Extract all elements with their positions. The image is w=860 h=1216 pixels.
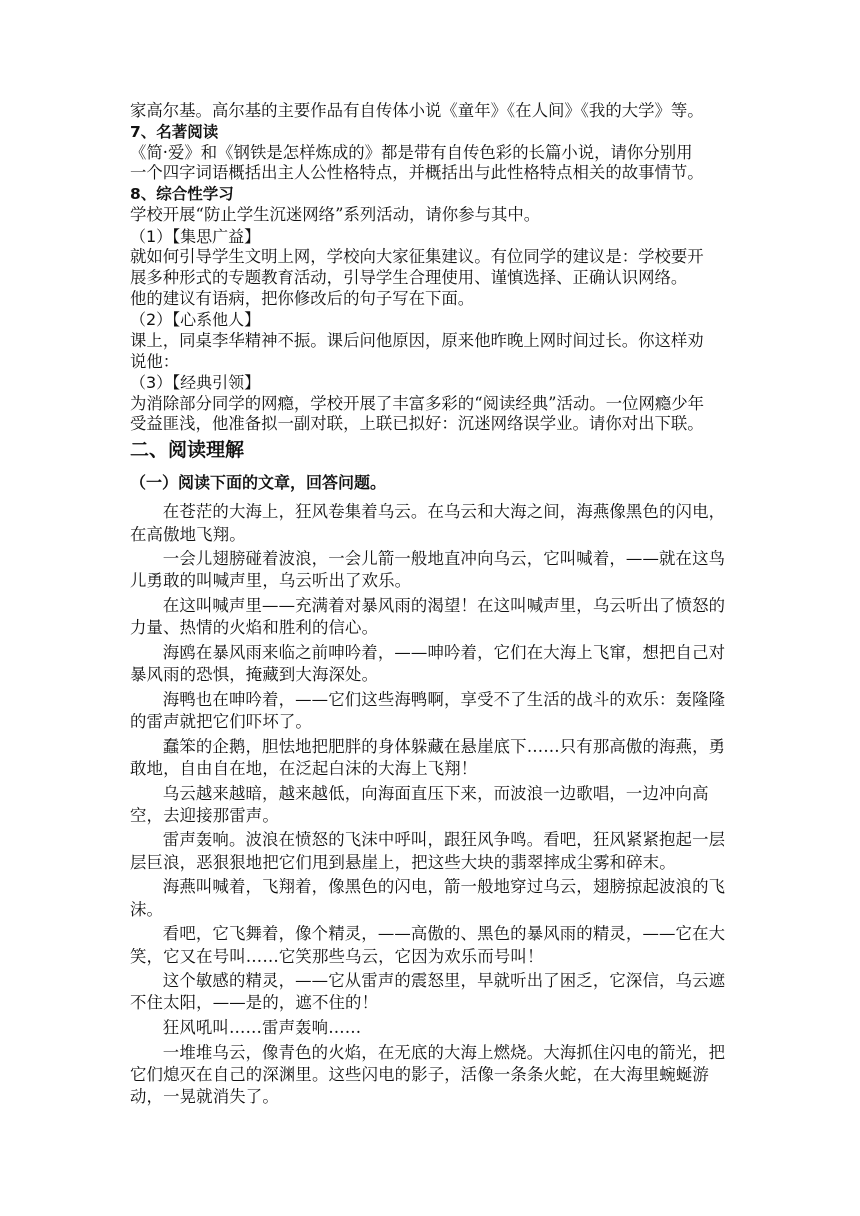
q8-sub2-title: （2）【心系他人】 [130,310,261,330]
article-paragraph: 看吧，它飞舞着，像个精灵，——高傲的、黑色的暴风雨的精灵，——它在大笑，它又在号叫……它笑那些乌云，它因为欢乐而号叫！ [130,924,726,966]
q8-heading: 8、综合性学习 [130,185,234,204]
section-title: 二、阅读理解 [130,439,245,462]
article-paragraph: 这个敏感的精灵，——它从雷声的震怒里，早就听出了困乏，它深信，乌云遮不住太阳，——是的，遮不住的！ [130,971,726,1013]
q8-sub1-line: 展多种形式的专题教育活动，引导学生合理使用、谨慎选择、正确认识网络。 [130,267,688,287]
article-paragraph: 蠢笨的企鹅，胆怯地把肥胖的身体躲藏在悬崖底下……只有那高傲的海燕，勇敢地，自由自在地，在泛起白沫的大海上飞翔！ [130,736,726,778]
q7-heading: 7、名著阅读 [130,122,219,141]
q8-sub1-line: 他的建议有语病，把你修改后的句子写在下面。 [130,288,475,308]
q8-sub3-line: 受益匪浅，他准备拟一副对联，上联已拟好：沉迷网络误学业。请你对出下联。 [130,414,704,434]
q8-sub1-title: （1）【集思广益】 [130,226,261,246]
q7-line: 《简·爱》和《钢铁是怎样炼成的》都是带有自传色彩的长篇小说，请你分别用 [130,142,693,162]
article-paragraph: 海燕叫喊着，飞翔着，像黑色的闪电，箭一般地穿过乌云，翅膀掠起波浪的飞沫。 [130,877,726,919]
article-paragraph: 海鸭也在呻吟着，——它们这些海鸭啊，享受不了生活的战斗的欢乐：轰隆隆的雷声就把它们吓坏了。 [130,689,726,732]
article-paragraph: 在这叫喊声里——充满着对暴风雨的渴望！在这叫喊声里，乌云听出了愤怒的力量、热情的火焰和胜利的信心。 [130,596,726,638]
q8-sub3-title: （3）【经典引领】 [130,373,261,393]
article-body [130,501,735,1108]
article-paragraph: 一堆堆乌云，像青色的火焰，在无底的大海上燃烧。大海抓住闪电的箭光，把它们熄灭在自己的深渊里。这些闪电的影子，活像一条条火蛇，在大海里蜿蜒游动，一晃就消失了。 [130,1042,726,1107]
article-paragraph: 在苍茫的大海上，狂风卷集着乌云。在乌云和大海之间，海燕像黑色的闪电，在高傲地飞翔。 [130,502,726,544]
q8-sub2-line: 说他： [130,351,180,371]
q8-intro: 学校开展“防止学生沉迷网络”系列活动，请你参与其中。 [130,204,541,224]
q8-sub3-line: 为消除部分同学的网瘾，学校开展了丰富多彩的“阅读经典”活动。一位网瘾少年 [130,393,705,413]
article-paragraph: 狂风吼叫……雷声轰响…… [162,1018,362,1038]
q8-sub2-line: 课上，同桌李华精神不振。课后问他原因，原来他昨晚上网时间过长。你这样劝 [130,330,704,350]
article-paragraph: 海鸥在暴风雨来临之前呻吟着，——呻吟着，它们在大海上飞窜，想把自己对暴风雨的恐惧，掩藏到大海深处。 [130,642,726,685]
article-paragraph: 乌云越来越暗，越来越低，向海面直压下来，而波浪一边歌唱，一边冲向高空，去迎接那雷声。 [130,783,709,825]
q8-sub1-line: 就如何引导学生文明上网，学校向大家征集建议。有位同学的建议是：学校要开 [130,247,704,267]
q7-line: 一个四字词语概括出主人公性格特点，并概括出与此性格特点相关的故事情节。 [130,163,704,183]
document-page [130,101,735,1111]
part-title: （一）阅读下面的文章，回答问题。 [130,473,387,493]
article-paragraph: 雷声轰响。波浪在愤怒的飞沫中呼叫，跟狂风争鸣。看吧，狂风紧紧抱起一层层巨浪，恶狠狠地把它们甩到悬崖上，把这些大块的翡翠摔成尘雾和碎末。 [130,830,726,872]
intro-line: 家高尔基。高尔基的主要作品有自传体小说《童年》《在人间》《我的大学》等。 [130,101,704,120]
article-paragraph: 一会儿翅膀碰着波浪，一会儿箭一般地直冲向乌云，它叫喊着，——就在这鸟儿勇敢的叫喊声里，乌云听出了欢乐。 [130,549,726,591]
